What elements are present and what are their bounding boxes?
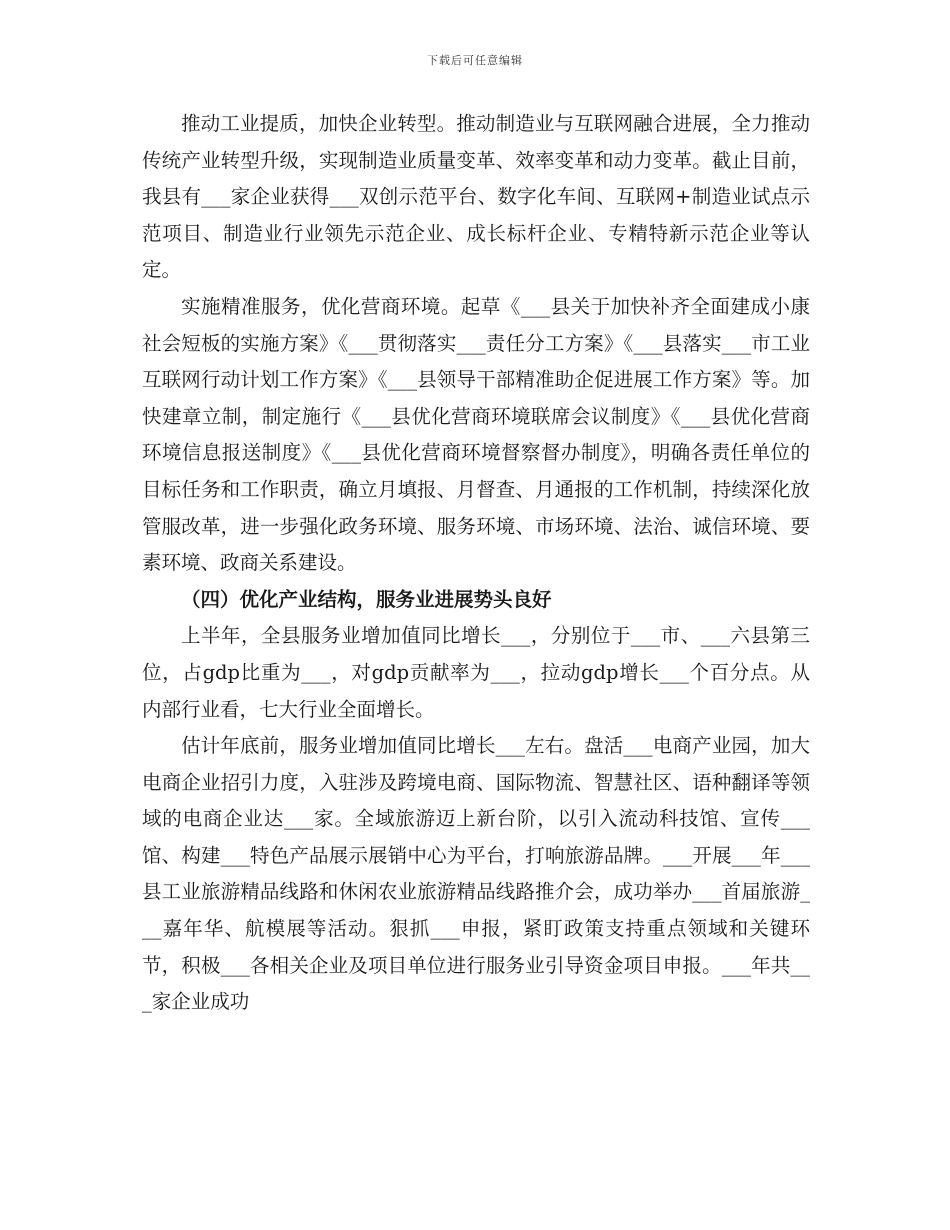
paragraph-business-environment: 实施精准服务，优化营商环境。起草《___县关于加快补齐全面建成小康社会短板的实施方案》《___贯彻落实___责任分工方案》《___县落实___市工业互联网行动计划工作方案》《___县领导干部精准助企促进展工作方案》等。加快建章立制，制定施行《___县优化营商环境联席会议制度》《___县优化营商环境信息报送制度》《___县优化营商环境督察督办制度》，明确各责任单位的目标任务和工作职责，确立月填报、月督查、月通报的工作机制，持续深化放管服改革，进一步强化政务环境、服务环境、市场环境、法治、诚信环境、要素环境、政商关系建设。 [142, 294, 810, 575]
paragraph-service-growth: 上半年，全县服务业增加值同比增长___，分别位于___市、___六县第三位，占gdp比重为___，对gdp贡献率为___，拉动gdp增长___个百分点。从内部行业看，七大行业全面增长。 [142, 624, 810, 721]
paragraph-year-end-estimate: 估计年底前，服务业增加值同比增长___左右。盘活___电商产业园，加大电商企业招引力度，入驻涉及跨境电商、国际物流、智慧社区、语种翻译等领域的电商企业达___家。全域旅游迈上新台阶，以引入流动科技馆、宣传___馆、构建___特色产品展示展销中心为平台，打响旅游品牌。___开展___年___县工业旅游精品线路和休闲农业旅游精品线路推介会，成功举办___首届旅游___嘉年华、航模展等活动。狠抓___申报，紧盯政策支持重点领域和关键环节，积极___各相关企业及项目单位进行服务业引导资金项目申报。___年共___家企业成功 [142, 734, 810, 1014]
section-heading-service-industry: （四）优化产业结构，服务业进展势头良好 [181, 587, 552, 611]
paragraph-industry-upgrade: 推动工业提质，加快企业转型。推动制造业与互联网融合进展，全力推动传统产业转型升级，实现制造业质量变革、效率变革和动力变革。截止目前，我县有___家企业获得___双创示范平台、数字化车间、互联网+制造业试点示范项目、制造业行业领先示范企业、成长标杆企业、专精特新示范企业等认定。 [142, 112, 810, 282]
document-body [142, 106, 810, 1021]
page-header: 下载后可任意编辑 [427, 54, 523, 67]
